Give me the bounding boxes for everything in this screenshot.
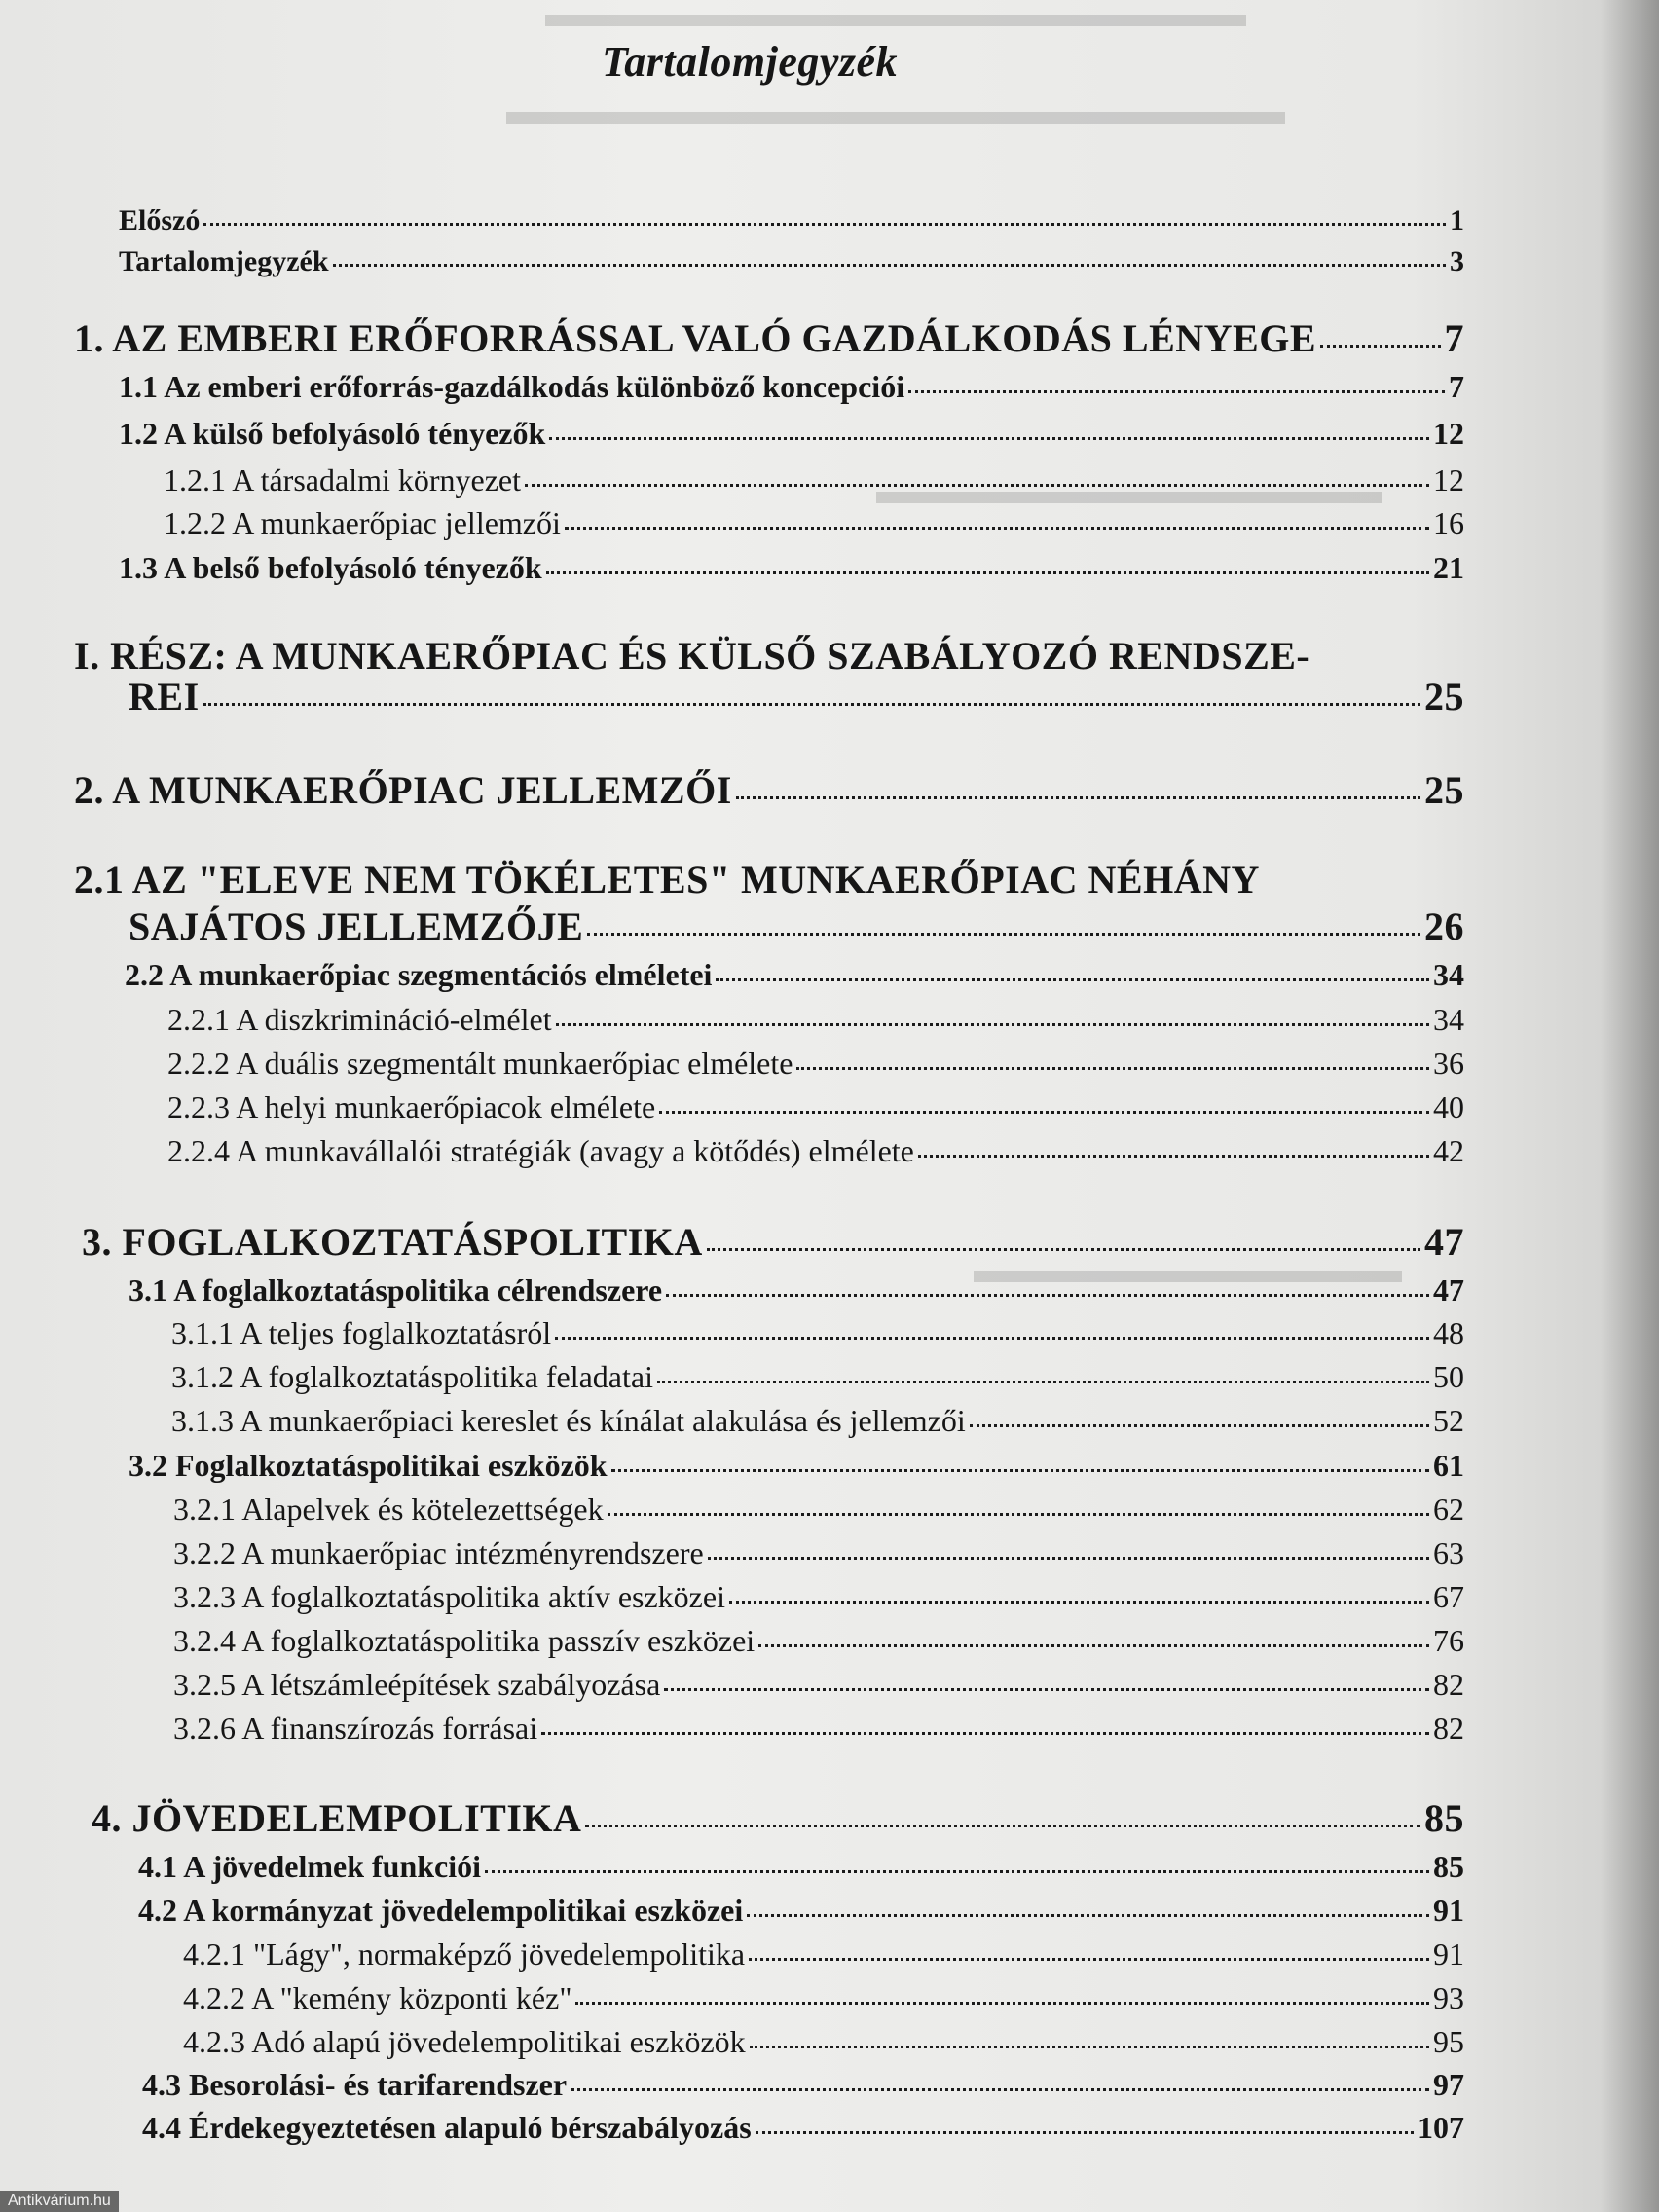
toc-entry-title: 4.2 A kormányzat jövedelempolitikai eszközei bbox=[138, 1893, 744, 1928]
show-through-line: ▬▬▬▬▬▬▬▬▬▬▬▬▬▬▬▬▬▬▬▬ bbox=[506, 89, 1285, 132]
toc-chapter-1[interactable] bbox=[74, 317, 1464, 360]
toc-entry-page: 34 bbox=[1433, 1002, 1464, 1037]
toc-chapter-4[interactable] bbox=[92, 1797, 1464, 1840]
toc-entry-page: 63 bbox=[1433, 1535, 1464, 1570]
toc-subsection-2-2-3[interactable] bbox=[167, 1090, 1464, 1124]
toc-subsection-3-1-2[interactable] bbox=[171, 1360, 1464, 1394]
dot-leader bbox=[556, 1023, 1429, 1026]
toc-entry-title: 4. JÖVEDELEMPOLITIKA bbox=[92, 1796, 582, 1840]
show-through-line: ▬▬▬▬▬▬▬▬▬▬▬▬▬ bbox=[876, 468, 1382, 512]
toc-subsection-3-2-3[interactable] bbox=[173, 1580, 1464, 1614]
toc-entry-page: 40 bbox=[1433, 1089, 1464, 1124]
dot-leader bbox=[729, 1601, 1429, 1604]
toc-entry-page: 76 bbox=[1433, 1623, 1464, 1658]
toc-section-4-4[interactable] bbox=[142, 2111, 1464, 2145]
toc-entry-page: 25 bbox=[1424, 768, 1464, 812]
toc-entry-page: 47 bbox=[1433, 1272, 1464, 1308]
toc-entry-title: 4.3 Besorolási- és tarifarendszer bbox=[142, 2067, 568, 2102]
toc-entry-title: 3.2.4 A foglalkoztatáspolitika passzív eszközei bbox=[173, 1623, 756, 1658]
toc-entry-title: 3.1.3 A munkaerőpiaci kereslet és kínálat alakulása és jellemzői bbox=[171, 1403, 966, 1438]
toc-subsection-3-1-1[interactable] bbox=[171, 1316, 1464, 1350]
dot-leader bbox=[918, 1155, 1429, 1158]
dot-leader bbox=[541, 1732, 1429, 1735]
dot-leader bbox=[708, 1557, 1429, 1560]
dot-leader bbox=[203, 223, 1446, 226]
toc-entry-page: 12 bbox=[1433, 462, 1464, 498]
dot-leader bbox=[1320, 345, 1440, 348]
toc-part-1[interactable] bbox=[129, 676, 1464, 719]
toc-entry-title: 1.2 A külső befolyásoló tényezők bbox=[119, 416, 546, 451]
toc-entry-page: 25 bbox=[1424, 675, 1464, 719]
dot-leader bbox=[970, 1424, 1429, 1427]
dot-leader bbox=[555, 1337, 1429, 1340]
dot-leader bbox=[659, 1111, 1429, 1114]
dot-leader bbox=[585, 1825, 1420, 1827]
toc-subsection-1-2-2[interactable] bbox=[164, 506, 1464, 540]
toc-entry-page: 93 bbox=[1433, 1980, 1464, 2015]
toc-entry-page: 47 bbox=[1424, 1220, 1464, 1264]
dot-leader bbox=[608, 1513, 1429, 1516]
toc-entry-page: 97 bbox=[1433, 2067, 1464, 2102]
toc-subsection-4-2-2[interactable] bbox=[183, 1981, 1464, 2015]
toc-section-4-1[interactable] bbox=[138, 1850, 1464, 1884]
toc-entry-page: 1 bbox=[1450, 204, 1464, 237]
toc-entry-title: 1.2.2 A munkaerőpiac jellemzői bbox=[164, 505, 561, 540]
dot-leader bbox=[666, 1294, 1429, 1297]
toc-entry-page: 107 bbox=[1418, 2110, 1464, 2145]
dot-leader bbox=[908, 390, 1445, 393]
toc-entry-title: 3.2.5 A létszámleépítések szabályozása bbox=[173, 1667, 661, 1702]
toc-entry-page: 34 bbox=[1433, 957, 1464, 992]
toc-section-4-2[interactable] bbox=[138, 1894, 1464, 1928]
dot-leader bbox=[546, 571, 1429, 574]
toc-subsection-2-2-2[interactable] bbox=[167, 1047, 1464, 1081]
toc-entry-title: 3.2.3 A foglalkoztatáspolitika aktív eszközei bbox=[173, 1579, 725, 1614]
toc-section-1-2[interactable] bbox=[119, 417, 1464, 451]
toc-entry-page: 85 bbox=[1424, 1796, 1464, 1840]
toc-entry-page: 82 bbox=[1433, 1711, 1464, 1746]
dot-leader bbox=[750, 2046, 1429, 2048]
toc-entry-page: 52 bbox=[1433, 1403, 1464, 1438]
toc-entry-page: 7 bbox=[1449, 369, 1464, 404]
dot-leader bbox=[756, 2131, 1414, 2134]
toc-entry-tartalomjegyzek[interactable] bbox=[119, 245, 1464, 277]
toc-entry-title: 2.2.2 A duális szegmentált munkaerőpiac elmélete bbox=[167, 1046, 793, 1081]
dot-leader bbox=[203, 703, 1420, 706]
toc-entry-page: 36 bbox=[1433, 1046, 1464, 1081]
watermark: Antikvárium.hu bbox=[0, 2191, 119, 2212]
toc-entry-title: 3.1 A foglalkoztatáspolitika célrendszere bbox=[129, 1272, 663, 1308]
toc-subsection-3-2-1[interactable] bbox=[173, 1493, 1464, 1527]
toc-entry-title: 1.1 Az emberi erőforrás-gazdálkodás különböző koncepciói bbox=[119, 369, 905, 404]
toc-entry-title: 3.1.1 A teljes foglalkoztatásról bbox=[171, 1315, 552, 1350]
toc-entry-title: 1. AZ EMBERI ERŐFORRÁSSAL VALÓ GAZDÁLKODÁS LÉNYEGE bbox=[74, 316, 1317, 360]
toc-entry-title: 2. A MUNKAERŐPIAC JELLEMZŐI bbox=[74, 768, 732, 812]
toc-entry-title: 2.2.4 A munkavállalói stratégiák (avagy a kötődés) elmélete bbox=[167, 1133, 914, 1168]
toc-entry-page: 7 bbox=[1444, 316, 1464, 360]
toc-section-3-1[interactable] bbox=[129, 1273, 1464, 1308]
dot-leader bbox=[747, 1914, 1429, 1917]
toc-subsection-4-2-3[interactable] bbox=[183, 2025, 1464, 2059]
show-through-line: ▬▬▬▬▬▬▬▬▬▬▬ bbox=[974, 1247, 1402, 1291]
toc-entry-page: 50 bbox=[1433, 1359, 1464, 1394]
dot-leader bbox=[749, 1958, 1429, 1961]
dot-leader bbox=[333, 264, 1446, 267]
toc-entry-title: 3.2 Foglalkoztatáspolitikai eszközök bbox=[129, 1448, 608, 1483]
toc-subsection-2-2-1[interactable] bbox=[167, 1003, 1464, 1037]
toc-entry-title: 2.2.3 A helyi munkaerőpiacok elmélete bbox=[167, 1089, 656, 1124]
toc-entry-page: 12 bbox=[1433, 416, 1464, 451]
toc-part-1-line1[interactable]: I. RÉSZ: A MUNKAERŐPIAC ÉS KÜLSŐ SZABÁLYOZÓ RENDSZE- bbox=[74, 634, 1310, 678]
dot-leader bbox=[549, 437, 1429, 440]
toc-entry-title: 4.2.2 A "kemény központi kéz" bbox=[183, 1980, 572, 2015]
toc-entry-title: 4.2.1 "Lágy", normaképző jövedelempolitika bbox=[183, 1936, 746, 1972]
toc-section-4-3[interactable] bbox=[142, 2068, 1464, 2102]
toc-entry-title: 3. FOGLALKOZTATÁSPOLITIKA bbox=[82, 1220, 703, 1264]
toc-entry-page: 82 bbox=[1433, 1667, 1464, 1702]
dot-leader bbox=[565, 527, 1429, 530]
toc-entry-title: REI bbox=[129, 675, 200, 719]
toc-entry-title: 1.2.1 A társadalmi környezet bbox=[164, 462, 522, 498]
page-title: Tartalomjegyzék bbox=[601, 38, 899, 86]
toc-entry-page: 91 bbox=[1433, 1936, 1464, 1972]
toc-entry-page: 61 bbox=[1433, 1448, 1464, 1483]
toc-entry-page: 95 bbox=[1433, 2024, 1464, 2059]
dot-leader bbox=[716, 978, 1429, 981]
dot-leader bbox=[707, 1248, 1420, 1251]
dot-leader bbox=[587, 933, 1420, 936]
toc-entry-page: 3 bbox=[1450, 245, 1464, 277]
toc-subsection-2-2-4[interactable] bbox=[167, 1134, 1464, 1168]
dot-leader bbox=[796, 1067, 1429, 1070]
dot-leader bbox=[758, 1644, 1429, 1647]
dot-leader bbox=[525, 484, 1429, 487]
dot-leader bbox=[571, 2088, 1429, 2091]
toc-entry-page: 42 bbox=[1433, 1133, 1464, 1168]
toc-section-1-1[interactable] bbox=[119, 370, 1464, 404]
toc-entry-title: 2.2.1 A diszkrimináció-elmélet bbox=[167, 1002, 552, 1037]
dot-leader bbox=[736, 796, 1420, 799]
page-edge-shadow bbox=[1601, 0, 1659, 2212]
toc-entry-title: Tartalomjegyzék bbox=[119, 245, 329, 277]
toc-entry-title: 3.2.2 A munkaerőpiac intézményrendszere bbox=[173, 1535, 704, 1570]
toc-entry-title: 4.4 Érdekegyeztetésen alapuló bérszabályozás bbox=[142, 2110, 752, 2145]
toc-entry-page: 67 bbox=[1433, 1579, 1464, 1614]
toc-entry-page: 91 bbox=[1433, 1893, 1464, 1928]
toc-entry-title: 1.3 A belső befolyásoló tényezők bbox=[119, 550, 542, 585]
toc-entry-title: 3.1.2 A foglalkoztatáspolitika feladatai bbox=[171, 1359, 653, 1394]
toc-entry-page: 26 bbox=[1424, 904, 1464, 948]
toc-entry-eloszo[interactable] bbox=[119, 204, 1464, 237]
dot-leader bbox=[657, 1381, 1429, 1383]
toc-subsection-1-2-1[interactable] bbox=[164, 463, 1464, 498]
toc-subsection-3-2-6[interactable] bbox=[173, 1712, 1464, 1746]
toc-section-3-2[interactable] bbox=[129, 1449, 1464, 1483]
toc-subsection-4-2-1[interactable] bbox=[183, 1937, 1464, 1972]
toc-entry-page: 62 bbox=[1433, 1492, 1464, 1527]
toc-entry-title: Előszó bbox=[119, 204, 201, 237]
toc-entry-title: SAJÁTOS JELLEMZŐJE bbox=[129, 904, 584, 948]
toc-subsection-3-2-2[interactable] bbox=[173, 1536, 1464, 1570]
dot-leader bbox=[575, 2002, 1429, 2005]
toc-chapter-2[interactable] bbox=[74, 769, 1464, 812]
toc-entry-title: 3.2.1 Alapelvek és kötelezettségek bbox=[173, 1492, 604, 1527]
toc-section-2-1-line1[interactable]: 2.1 AZ "ELEVE NEM TÖKÉLETES" MUNKAERŐPIAC NÉHÁNY bbox=[74, 858, 1260, 902]
toc-entry-page: 21 bbox=[1433, 550, 1464, 585]
toc-chapter-3[interactable] bbox=[82, 1221, 1464, 1264]
toc-entry-page: 85 bbox=[1433, 1849, 1464, 1884]
dot-leader bbox=[611, 1469, 1429, 1472]
toc-section-1-3[interactable] bbox=[119, 551, 1464, 585]
toc-subsection-3-1-3[interactable] bbox=[171, 1404, 1464, 1438]
toc-entry-page: 48 bbox=[1433, 1315, 1464, 1350]
dot-leader bbox=[664, 1688, 1429, 1691]
toc-entry-title: 4.2.3 Adó alapú jövedelempolitikai eszközök bbox=[183, 2024, 746, 2059]
toc-entry-title: 4.1 A jövedelmek funkciói bbox=[138, 1849, 482, 1884]
toc-section-2-1[interactable] bbox=[129, 905, 1464, 948]
toc-entry-title: 3.2.6 A finanszírozás forrásai bbox=[173, 1711, 538, 1746]
toc-entry-title: 2.2 A munkaerőpiac szegmentációs elméletei bbox=[125, 957, 713, 992]
toc-section-2-2[interactable] bbox=[125, 958, 1464, 992]
toc-entry-page: 16 bbox=[1433, 505, 1464, 540]
toc-subsection-3-2-5[interactable] bbox=[173, 1668, 1464, 1702]
show-through-line: ▬▬▬▬▬▬▬▬▬▬▬▬▬▬▬▬▬▬ bbox=[545, 0, 1246, 35]
dot-leader bbox=[485, 1870, 1429, 1873]
toc-subsection-3-2-4[interactable] bbox=[173, 1624, 1464, 1658]
